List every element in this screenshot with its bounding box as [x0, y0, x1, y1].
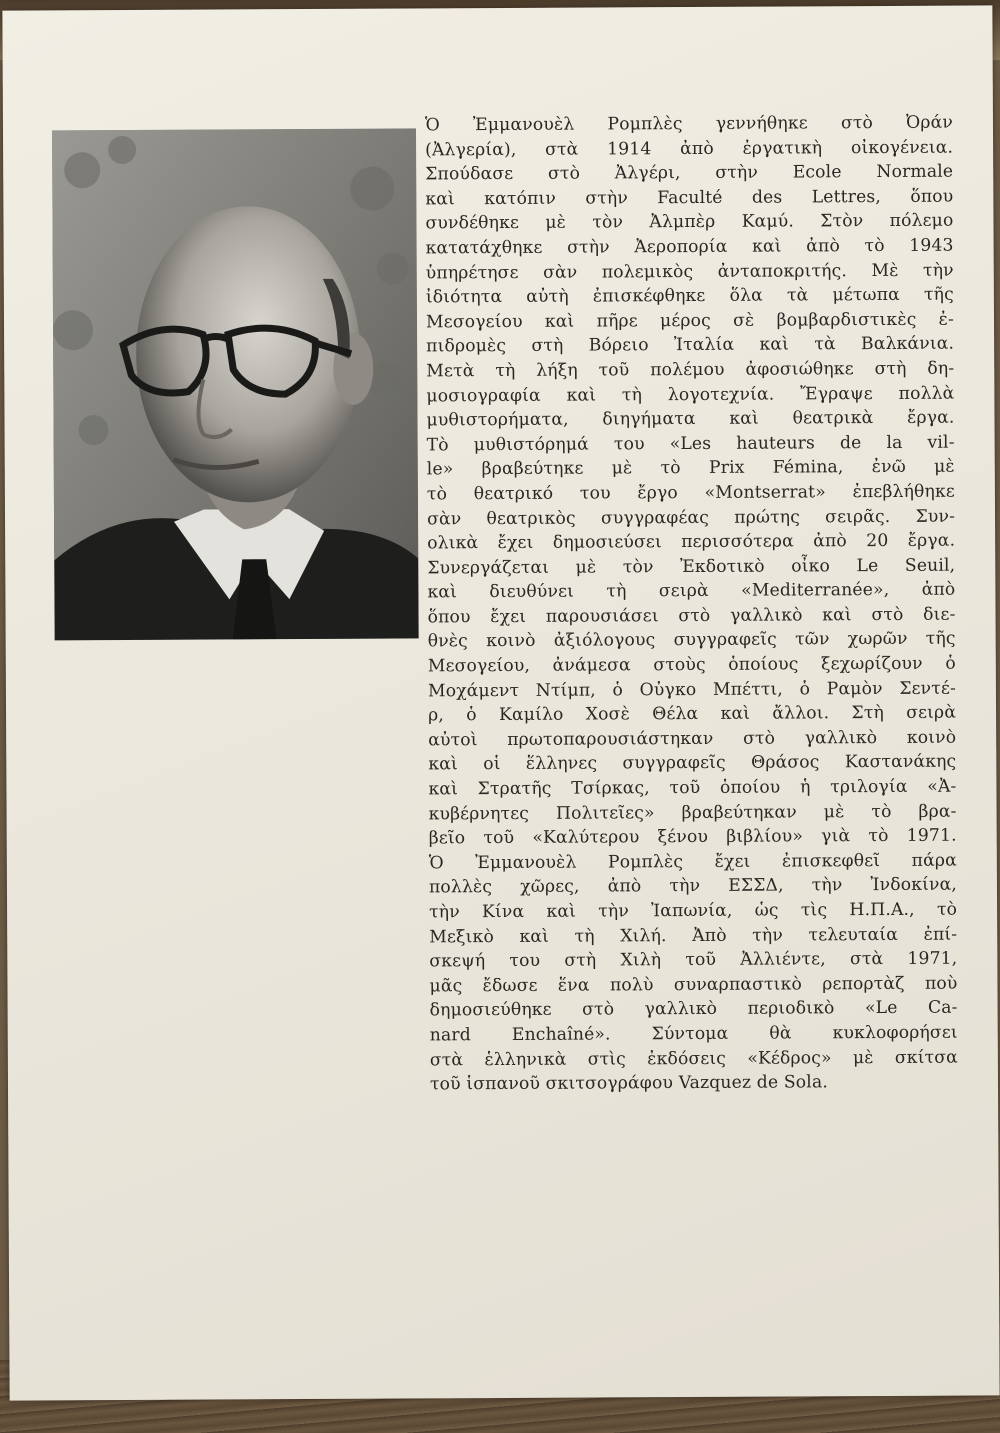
- bio-line: καὶ κατόπιν στὴν Faculté des Lettres, ὅπου: [425, 186, 954, 210]
- bio-line: Ὁ Ἐμμανουὲλ Ρομπλὲς ἔχει ἐπισκεφθεῖ πάρα: [428, 850, 957, 874]
- bio-line: ὑπηρέτησε σὰν πολεμικὸς ἀνταποκριτής. Μὲ τὴν: [425, 260, 954, 283]
- bio-line: τὴν Κίνα καὶ τὴν Ἰαπωνία, ὡς τὶς Η.Π.Α., τὸ: [429, 899, 958, 923]
- bio-line: (Ἀλγερία), στὰ 1914 ἀπὸ ἐργατικὴ οἰκογένεια.: [425, 137, 954, 160]
- bio-line: αὐτοὶ πρωτοπαρουσιάστηκαν στὸ γαλλικὸ κοινὸ: [428, 727, 957, 751]
- bio-line: Συνεργάζεται μὲ τὸν Ἐκδοτικὸ οἶκο Le Seuil,: [427, 555, 956, 579]
- bio-line: θνὲς κοινὸ ἀξιόλογους συγγραφεῖς τῶν χωρῶν τῆς: [427, 629, 956, 652]
- bio-line: Μετὰ τὴ λήξη τοῦ πολέμου ἀφοσιώθηκε στὴ δη-: [426, 358, 955, 382]
- bio-line: le» βραβεύτηκε μὲ τὸ Prix Fémina, ἐνῶ μὲ: [426, 456, 955, 480]
- bio-line: τοῦ ἱσπανοῦ σκιτσογράφου Vazquez de Sola.: [429, 1072, 828, 1095]
- portrait-photo-icon: [52, 128, 419, 640]
- author-biography: [425, 111, 958, 1098]
- bio-line: καὶ οἱ ἕλληνες συγγραφεῖς Θράσος Καστανάκης: [428, 752, 957, 775]
- bio-line: nard Enchaîné». Σύντομα θὰ κυκλοφορήσει: [429, 1022, 958, 1046]
- bio-line: τὸ θεατρικό του ἔργο «Montserrat» ἐπεβλήθηκε: [426, 481, 955, 505]
- bio-line: κατατάχθηκε στὴν Ἀεροπορία καὶ ἀπὸ τὸ 1943: [425, 235, 954, 259]
- book-back-cover: [2, 5, 999, 1400]
- bio-line: καὶ Στρατῆς Τσίρκας, τοῦ ὁποίου ἡ τριλογία «Ἀ-: [428, 776, 957, 800]
- bio-line: δημοσιεύθηκε στὸ γαλλικὸ περιοδικὸ «Le Ca-: [429, 997, 958, 1021]
- bio-line: μᾶς ἔδωσε ἕνα πολὺ συναρπαστικὸ ρεπορτὰζ ποὺ: [429, 973, 958, 997]
- bio-line: καὶ διευθύνει τὴ σειρὰ «Mediterranée», ἀπὸ: [427, 579, 956, 603]
- bio-line: Σπούδασε στὸ Ἀλγέρι, στὴν Ecole Normale: [425, 161, 954, 185]
- bio-line: μοσιογραφία καὶ τὴ λογοτεχνία. Ἔγραψε πολλὰ: [426, 383, 955, 406]
- bio-line: Μοχάμεντ Ντίμπ, ὁ Οὐγκο Μπέττι, ὁ Ραμὸν Σεντέ-: [427, 678, 956, 702]
- bio-line: ὅπου ἔχει παρουσιάσει στὸ γαλλικὸ καὶ στὸ διε-: [427, 604, 956, 628]
- bio-line: κυβέρνητες Πολιτεῖες» βραβεύτηκαν μὲ τὸ βρα-: [428, 801, 957, 825]
- bio-line: ἰδιότητα αὐτὴ ἐπισκέφθηκε ὅλα τὰ μέτωπα τῆς: [425, 284, 954, 308]
- bio-line: Τὸ μυθιστόρημά του «Les hauteurs de la vil-: [426, 432, 955, 456]
- bio-line: στὰ ἑλληνικὰ στὶς ἐκδόσεις «Κέδρος» μὲ σκίτσα: [429, 1047, 958, 1070]
- bio-line: Μεσογείου, ἀνάμεσα στοὺς ὁποίους ξεχωρίζουν ὁ: [427, 653, 956, 677]
- bio-line: συνδέθηκε μὲ τὸν Ἀλμπὲρ Καμύ. Στὸν πόλεμο: [425, 210, 954, 234]
- bio-line: σὰν θεατρικὸς συγγραφέας πρώτης σειρᾶς. Συν-: [426, 506, 956, 529]
- bio-line: ρ, ὁ Καμίλο Χοσὲ Θέλα καὶ ἄλλοι. Στὴ σειρὰ: [428, 702, 957, 726]
- bio-line: Μεσογείου καὶ πῆρε μέρος σὲ βομβαρδιστικὲς ἐ-: [425, 309, 955, 333]
- bio-line: Ὁ Ἐμμανουὲλ Ρομπλὲς γεννήθηκε στὸ Ὀράν: [424, 112, 954, 136]
- bio-line: βεῖο τοῦ «Καλύτερου ξένου βιβλίου» γιὰ τὸ 1971.: [428, 825, 957, 849]
- bio-line: Μεξικὸ καὶ τὴ Χιλή. Ἀπὸ τὴν τελευταία ἐπί-: [429, 924, 958, 947]
- bio-line: ολικὰ ἔχει δημοσιεύσει περισσότερα ἀπὸ 20 ἔργα.: [427, 530, 956, 554]
- bio-line: μυθιστορήματα, διηγήματα καὶ θεατρικὰ ἔργα.: [426, 407, 955, 431]
- bio-line: πολλὲς χῶρες, ἀπὸ τὴν ΕΣΣΔ, τὴν Ἰνδοκίνα,: [428, 875, 958, 898]
- bio-line: πιδρομὲς στὴ Βόρειο Ἰταλία καὶ τὰ Βαλκάνια.: [426, 333, 955, 357]
- bio-line: σκεψή του στὴ Χιλὴ τοῦ Ἀλλιέντε, στὰ 1971,: [429, 948, 958, 972]
